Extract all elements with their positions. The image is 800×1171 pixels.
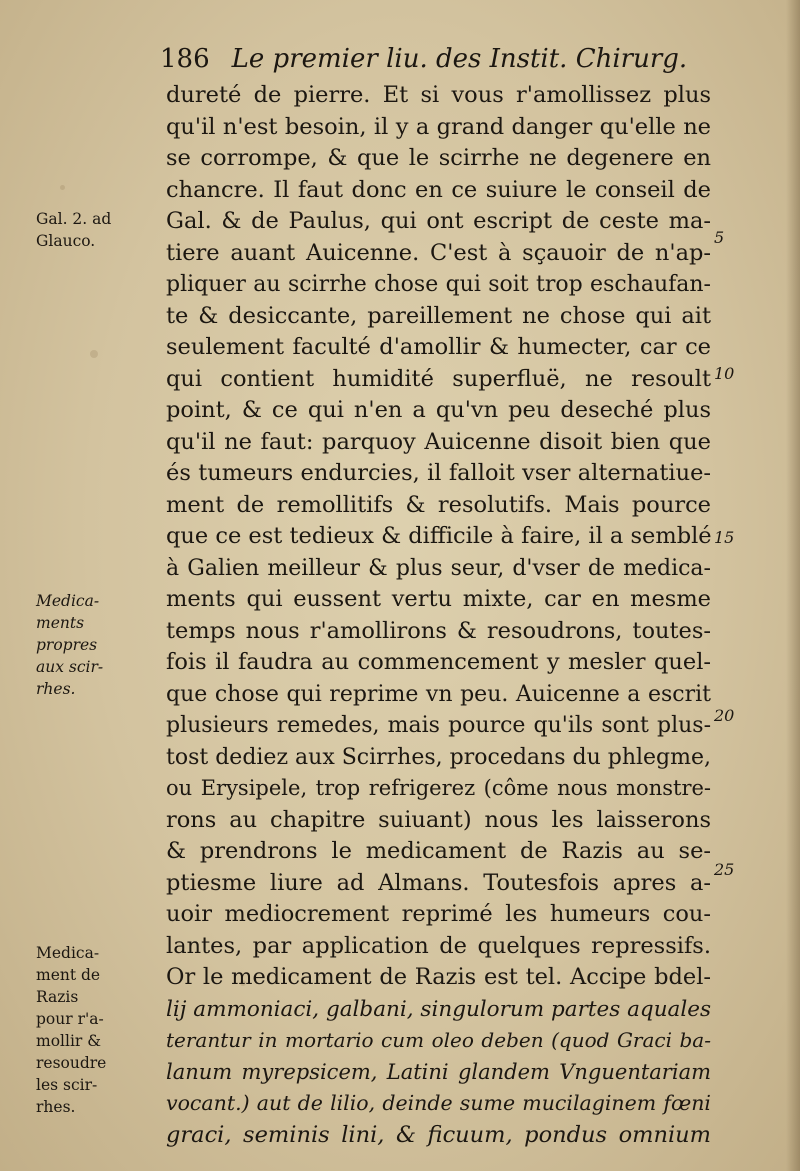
margin-note-line: rhes. xyxy=(36,1098,76,1116)
text-line: Or le medicament de Razis est tel. Accipe bdel- xyxy=(166,964,711,990)
text-line: ment de remollitifs & resolutifs. Mais pource xyxy=(166,491,711,518)
margin-note-line: pour r'a- xyxy=(36,1010,104,1028)
text-line: chancre. Il faut donc en ce suiure le conseil de xyxy=(166,176,711,203)
text-line: temps nous r'amollirons & resoudrons, toutes- xyxy=(166,617,711,644)
margin-note-line: Razis xyxy=(36,988,79,1006)
text-line: se corrompe, & que le scirrhe ne degenere en xyxy=(166,145,711,171)
running-title: Le premier liu. des Instit. Chirurg. xyxy=(231,44,688,74)
paper-stain xyxy=(60,185,65,190)
text-line: qui contient humidité superfluë, ne resoult xyxy=(166,365,711,392)
margin-note-razis xyxy=(36,942,128,1118)
text-line: tiere auant Auicenne. C'est à sçauoir de n'ap- xyxy=(166,239,711,266)
text-line-latin: vocant.) aut de lilio, deinde sume mucilaginem fœni xyxy=(166,1091,711,1115)
text-line: ptiesme liure ad Almans. Toutesfois apres a- xyxy=(166,869,711,896)
text-line: fois il faudra au commencement y mesler quel- xyxy=(166,649,711,675)
running-header xyxy=(160,44,687,74)
margin-note-line: propres xyxy=(36,636,98,654)
margin-note-line: mollir & xyxy=(36,1032,102,1050)
page-edge-shadow xyxy=(786,0,800,1171)
margin-note-medicaments xyxy=(36,590,128,700)
line-number: 15 xyxy=(714,528,735,547)
text-line: pliquer au scirrhe chose qui soit trop eschaufan- xyxy=(166,272,711,297)
text-line: ou Erysipele, trop refrigerez (côme nous monstre- xyxy=(166,776,711,800)
paper-stain xyxy=(90,350,98,358)
line-number: 5 xyxy=(714,228,725,247)
text-line: & prendrons le medicament de Razis au se- xyxy=(166,838,711,864)
margin-note-line: aux scir- xyxy=(36,658,104,676)
margin-note-line: Glauco. xyxy=(36,232,96,250)
text-line: lantes, par application de quelques repressifs. xyxy=(166,932,711,959)
text-line: que ce est tedieux & difficile à faire, il a semblé xyxy=(166,523,712,549)
text-line-latin: lanum myrepsicem, Latini glandem Vnguentariam xyxy=(166,1059,711,1084)
margin-note-line: resoudre xyxy=(36,1054,107,1072)
margin-note-galen xyxy=(36,208,128,252)
text-line: Gal. & de Paulus, qui ont escript de ceste ma- xyxy=(166,208,711,234)
text-line: plusieurs remedes, mais pource qu'ils sont plus- xyxy=(166,713,711,738)
text-line: uoir mediocrement reprimé les humeurs cou- xyxy=(166,901,711,927)
margin-note-line: les scir- xyxy=(36,1076,98,1094)
margin-note-line: ments xyxy=(36,614,85,632)
text-line: qu'il n'est besoin, il y a grand danger qu'elle ne xyxy=(166,113,711,140)
margin-note-line: Gal. 2. ad xyxy=(36,210,112,228)
text-line: à Galien meilleur & plus seur, d'vser de medica- xyxy=(166,555,711,581)
main-text xyxy=(166,80,711,1151)
text-line: seulement faculté d'amollir & humecter, car ce xyxy=(166,334,711,360)
text-line: rons au chapitre suiuant) nous les laisserons xyxy=(166,806,711,833)
margin-note-line: Medica- xyxy=(36,944,100,962)
line-number: 20 xyxy=(714,706,735,725)
margin-note-line: rhes. xyxy=(36,680,76,698)
text-line-latin: lij ammoniaci, galbani, singulorum partes aquales xyxy=(166,996,711,1022)
text-line: tost dediez aux Scirrhes, procedans du phlegme, xyxy=(166,744,711,770)
line-number: 25 xyxy=(714,860,735,879)
margin-note-line: Medica- xyxy=(36,592,100,610)
text-line: qu'il ne faut: parquoy Auicenne disoit bien que xyxy=(166,428,711,455)
text-line: és tumeurs endurcies, il falloit vser alternatiue- xyxy=(166,460,711,486)
text-line: que chose qui reprime vn peu. Auicenne a escrit xyxy=(166,681,711,707)
margin-note-line: ment de xyxy=(36,966,101,984)
line-number: 10 xyxy=(714,364,735,383)
text-line-latin: terantur in mortario cum oleo deben (quod Graci ba- xyxy=(166,1028,711,1052)
page-number: 186 xyxy=(160,44,210,74)
text-line: point, & ce qui n'en a qu'vn peu deseché plus xyxy=(166,397,711,423)
text-line: ments qui eussent vertu mixte, car en mesme xyxy=(166,586,711,612)
text-line-latin: graci, seminis lini, & ficuum, pondus omnium xyxy=(166,1121,711,1148)
text-line: te & desiccante, pareillement ne chose qui ait xyxy=(166,302,711,329)
text-line: dureté de pierre. Et si vous r'amollissez plus xyxy=(166,82,711,108)
